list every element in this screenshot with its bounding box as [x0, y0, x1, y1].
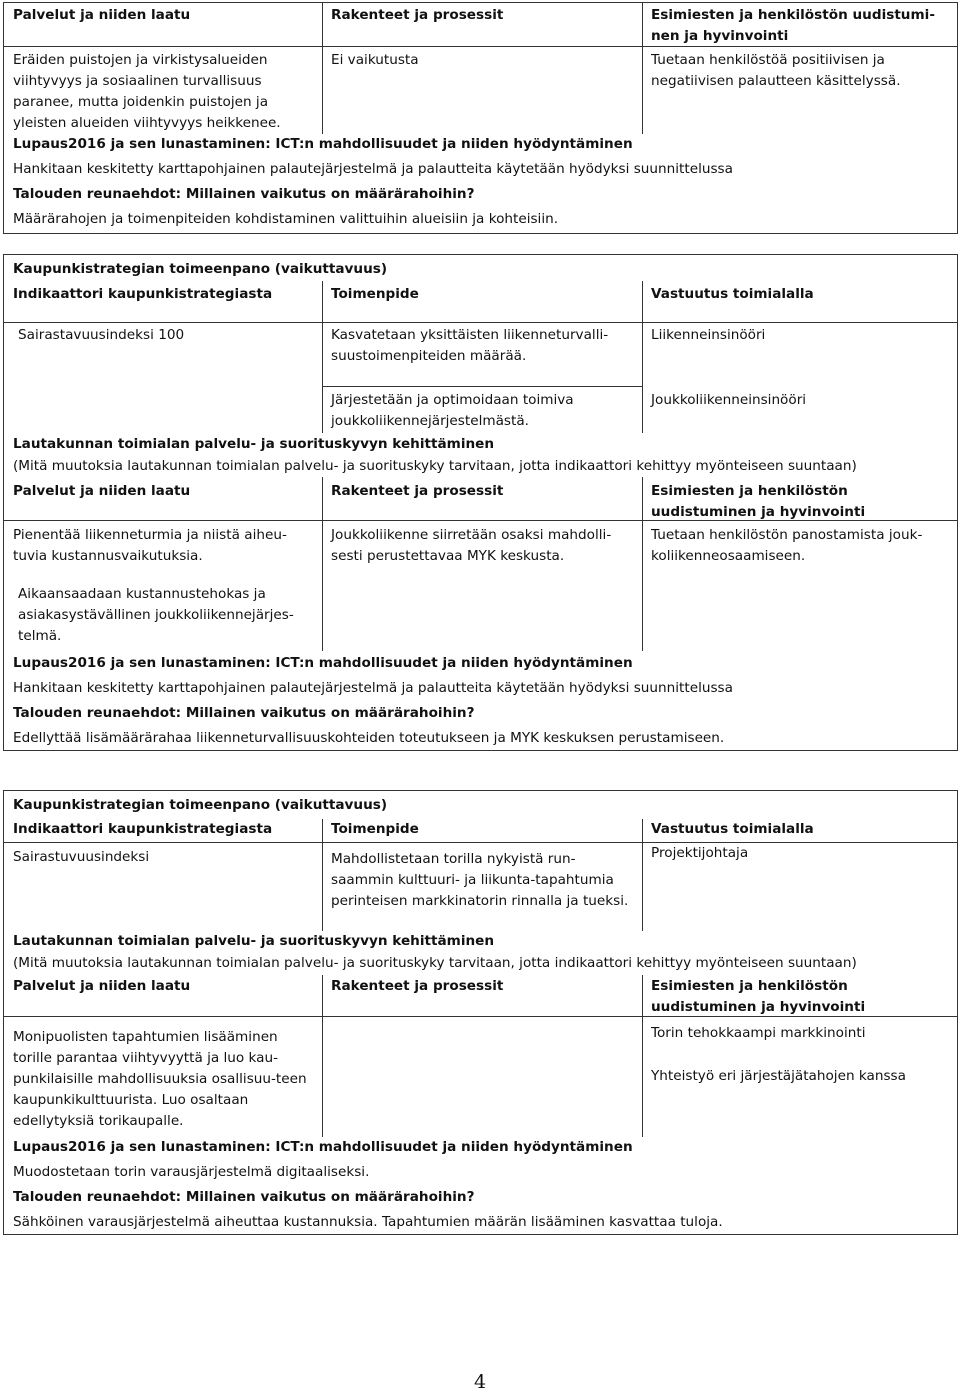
section-3-content-row	[4, 1017, 957, 1137]
esimiesten-text: Tuetaan henkilöstöä positiivisen ja negatiivisen palautteen käsittelyssä.	[651, 52, 901, 89]
section-3-title-row	[4, 791, 957, 819]
section-1-lupaus	[4, 134, 957, 233]
header-toimenpide: Toimenpide	[331, 821, 419, 837]
talous-text: Edellyttää lisämäärärahaa liikenneturvallisuuskohteiden toteutukseen ja MYK keskuksen perustamiseen.	[13, 730, 725, 746]
header-indikaattori: Indikaattori kaupunkistrategiasta	[13, 821, 273, 837]
section-2-content-row	[4, 521, 957, 651]
lupaus-text: Muodostetaan torin varausjärjestelmä digitaaliseksi.	[13, 1164, 370, 1180]
action-2-vastuu: Joukkoliikenneinsinööri	[651, 392, 807, 408]
talous-heading: Talouden reunaehdot: Millainen vaikutus on määrärahoihin?	[13, 186, 475, 202]
palvelut-text: Monipuolisten tapahtumien lisääminen torille parantaa viihtyvyyttä ja luo kau-punkilaisille mahdollisuuksia osallisuu-teen kaupunkikulttuurista. Luo osaltaan edellytyksiä torikaupalle.	[13, 1029, 307, 1129]
esimiesten-text: Tuetaan henkilöstön panostamista jouk-koliikenneosaamiseen.	[651, 527, 923, 564]
header-rakenteet: Rakenteet ja prosessit	[331, 7, 504, 23]
section-3-indicator-header	[4, 819, 957, 843]
lupaus-text: Hankitaan keskitetty karttapohjainen palautejärjestelmä ja palautteita käytetään hyödyksi suunnittelussa	[13, 161, 733, 177]
section-1-table	[3, 2, 958, 234]
lupaus-heading: Lupaus2016 ja sen lunastaminen: ICT:n mahdollisuudet ja niiden hyödyntäminen	[13, 655, 633, 671]
lautakunta-sub: (Mitä muutoksia lautakunnan toimialan palvelu- ja suorituskyky tarvitaan, jotta indikaattori kehittyy myönteiseen suuntaan)	[13, 458, 857, 474]
header-toimenpide: Toimenpide	[331, 286, 419, 302]
palvelut-text: Eräiden puistojen ja virkistysalueiden viihtyvyys ja sosiaalinen turvallisuus paranee, mutta joidenkin puistojen ja yleisten alueiden viihtyvyys heikkenee.	[13, 52, 281, 131]
header-esimiesten: Esimiesten ja henkilöstön uudistuminen ja hyvinvointi	[651, 483, 866, 520]
strategy-title: Kaupunkistrategian toimeenpano (vaikuttavuus)	[13, 261, 388, 277]
lautakunta-sub: (Mitä muutoksia lautakunnan toimialan palvelu- ja suorituskyky tarvitaan, jotta indikaattori kehittyy myönteiseen suuntaan)	[13, 955, 857, 971]
section-2-actions	[4, 323, 957, 433]
header-vastuutus: Vastuutus toimialalla	[651, 286, 814, 302]
action-toimenpide: Mahdollistetaan torilla nykyistä run-saammin kulttuuri- ja liikunta-tapahtumia perinteisen markkinatorin rinnalla ja tueksi.	[331, 851, 629, 909]
indicator-value: Sairastuvuusindeksi	[13, 849, 150, 865]
header-esimiesten: Esimiesten ja henkilöstön uudistuminen ja hyvinvointi	[651, 978, 866, 1015]
lupaus-text: Hankitaan keskitetty karttapohjainen palautejärjestelmä ja palautteita käytetään hyödyksi suunnittelussa	[13, 680, 733, 696]
talous-heading: Talouden reunaehdot: Millainen vaikutus on määrärahoihin?	[13, 1189, 475, 1205]
section-2-title-row	[4, 255, 957, 281]
section-3-actions	[4, 843, 957, 931]
indicator-value: Sairastavuusindeksi 100	[18, 327, 185, 343]
talous-text: Sähköinen varausjärjestelmä aiheuttaa kustannuksia. Tapahtumien määrän lisääminen kasvattaa tuloja.	[13, 1214, 723, 1230]
section-3-header2-row	[4, 975, 957, 1017]
talous-text: Määrärahojen ja toimenpiteiden kohdistaminen valittuihin alueisiin ja kohteisiin.	[13, 211, 559, 227]
rakenteet-text: Ei vaikutusta	[331, 52, 419, 68]
action-1-vastuu: Liikenneinsinööri	[651, 327, 766, 343]
section-2-lautakunta	[4, 433, 957, 477]
strategy-title: Kaupunkistrategian toimeenpano (vaikuttavuus)	[13, 797, 388, 813]
section-2-indicator-header	[4, 281, 957, 323]
section-3-lautakunta	[4, 931, 957, 975]
section-2-lupaus	[4, 651, 957, 750]
header-indikaattori: Indikaattori kaupunkistrategiasta	[13, 286, 273, 302]
esimiesten-text-2: Yhteistyö eri järjestäjätahojen kanssa	[651, 1068, 906, 1084]
section-1-content-row	[4, 47, 957, 134]
header-palvelut: Palvelut ja niiden laatu	[13, 483, 191, 499]
talous-heading: Talouden reunaehdot: Millainen vaikutus on määrärahoihin?	[13, 705, 475, 721]
action-2-toimenpide: Järjestetään ja optimoidaan toimiva joukkoliikennejärjestelmästä.	[331, 392, 574, 429]
header-palvelut: Palvelut ja niiden laatu	[13, 978, 191, 994]
section-2-header2-row	[4, 477, 957, 521]
header-rakenteet: Rakenteet ja prosessit	[331, 978, 504, 994]
section-3-table	[3, 790, 958, 1235]
lautakunta-heading: Lautakunnan toimialan palvelu- ja suorituskyvyn kehittäminen	[13, 933, 495, 949]
rakenteet-text: Joukkoliikenne siirretään osaksi mahdolli-sesti perustettavaa MYK keskusta.	[331, 527, 612, 564]
palvelut-text: Pienentää liikenneturmia ja niistä aiheu-tuvia kustannusvaikutuksia.	[13, 527, 287, 564]
lupaus-heading: Lupaus2016 ja sen lunastaminen: ICT:n mahdollisuudet ja niiden hyödyntäminen	[13, 136, 633, 152]
esimiesten-text-1: Torin tehokkaampi markkinointi	[651, 1025, 866, 1041]
action-1-toimenpide: Kasvatetaan yksittäisten liikenneturvalli-suustoimenpiteiden määrää.	[331, 327, 609, 364]
lautakunta-heading: Lautakunnan toimialan palvelu- ja suorituskyvyn kehittäminen	[13, 436, 495, 452]
header-vastuutus: Vastuutus toimialalla	[651, 821, 814, 837]
section-1-header-row	[4, 3, 957, 47]
header-esimiesten: Esimiesten ja henkilöstön uudistumi-nen ja hyvinvointi	[651, 7, 935, 44]
section-3-lupaus	[4, 1137, 957, 1236]
header-palvelut: Palvelut ja niiden laatu	[13, 7, 191, 23]
palvelut-text-2: Aikaansaadaan kustannustehokas ja asiakasystävällinen joukkoliikennejärjes-telmä.	[18, 586, 294, 644]
section-2-table	[3, 254, 958, 751]
lupaus-heading: Lupaus2016 ja sen lunastaminen: ICT:n mahdollisuudet ja niiden hyödyntäminen	[13, 1139, 633, 1155]
header-rakenteet: Rakenteet ja prosessit	[331, 483, 504, 499]
action-vastuu: Projektijohtaja	[651, 845, 749, 861]
page-number: 4	[473, 1371, 487, 1393]
